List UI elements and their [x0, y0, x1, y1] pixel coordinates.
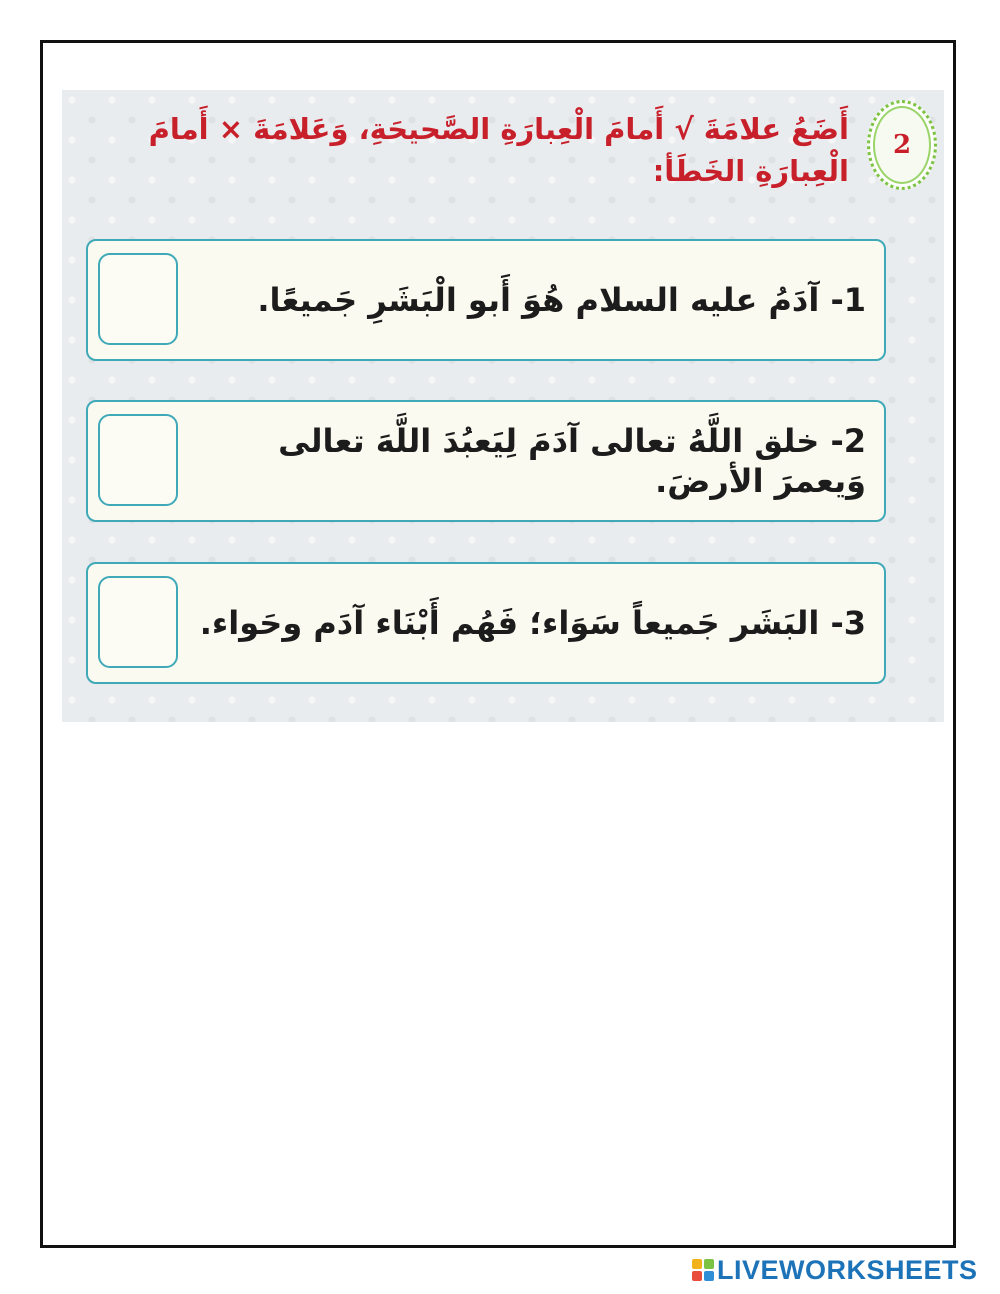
exercise-panel	[62, 90, 944, 722]
exercise-header	[92, 100, 937, 196]
brand-logo-icon	[692, 1259, 714, 1281]
brand-footer[interactable]	[692, 1256, 992, 1284]
brand-name: LIVEWORKSHEETS	[717, 1254, 978, 1285]
brand-logo-square	[692, 1271, 702, 1281]
exercise-number-badge	[867, 100, 937, 190]
statement-card-1	[86, 239, 886, 361]
answer-box-3[interactable]	[98, 576, 178, 668]
statement-card-3	[86, 562, 886, 684]
exercise-number: 2	[892, 130, 912, 160]
statement-card-2	[86, 400, 886, 522]
brand-logo-square	[704, 1259, 714, 1269]
answer-box-2[interactable]	[98, 414, 178, 506]
statement-text-2: 2- خلق اللَّهُ تعالى آدَمَ لِيَعبُدَ اللَّهَ تعالى وَيعمرَ الأرضَ.	[278, 422, 866, 500]
brand-logo-square	[692, 1259, 702, 1269]
statement-text-1: 1- آدَمُ عليه السلام هُوَ أَبو الْبَشَرِ جَميعًا.	[257, 281, 866, 319]
exercise-instruction: أَضَعُ علامَةَ √ أَمامَ الْعِبارَةِ الصَّحيحَةِ، وَعَلامَةَ × أَمامَ الْعِبارَةِ الخَطَأ:	[148, 112, 849, 188]
answer-box-1[interactable]	[98, 253, 178, 345]
brand-logo-square	[704, 1271, 714, 1281]
statement-text-3: 3- البَشَر جَميعاً سَوَاء؛ فَهُم أَبْنَاء آدَم وحَواء.	[199, 604, 866, 642]
